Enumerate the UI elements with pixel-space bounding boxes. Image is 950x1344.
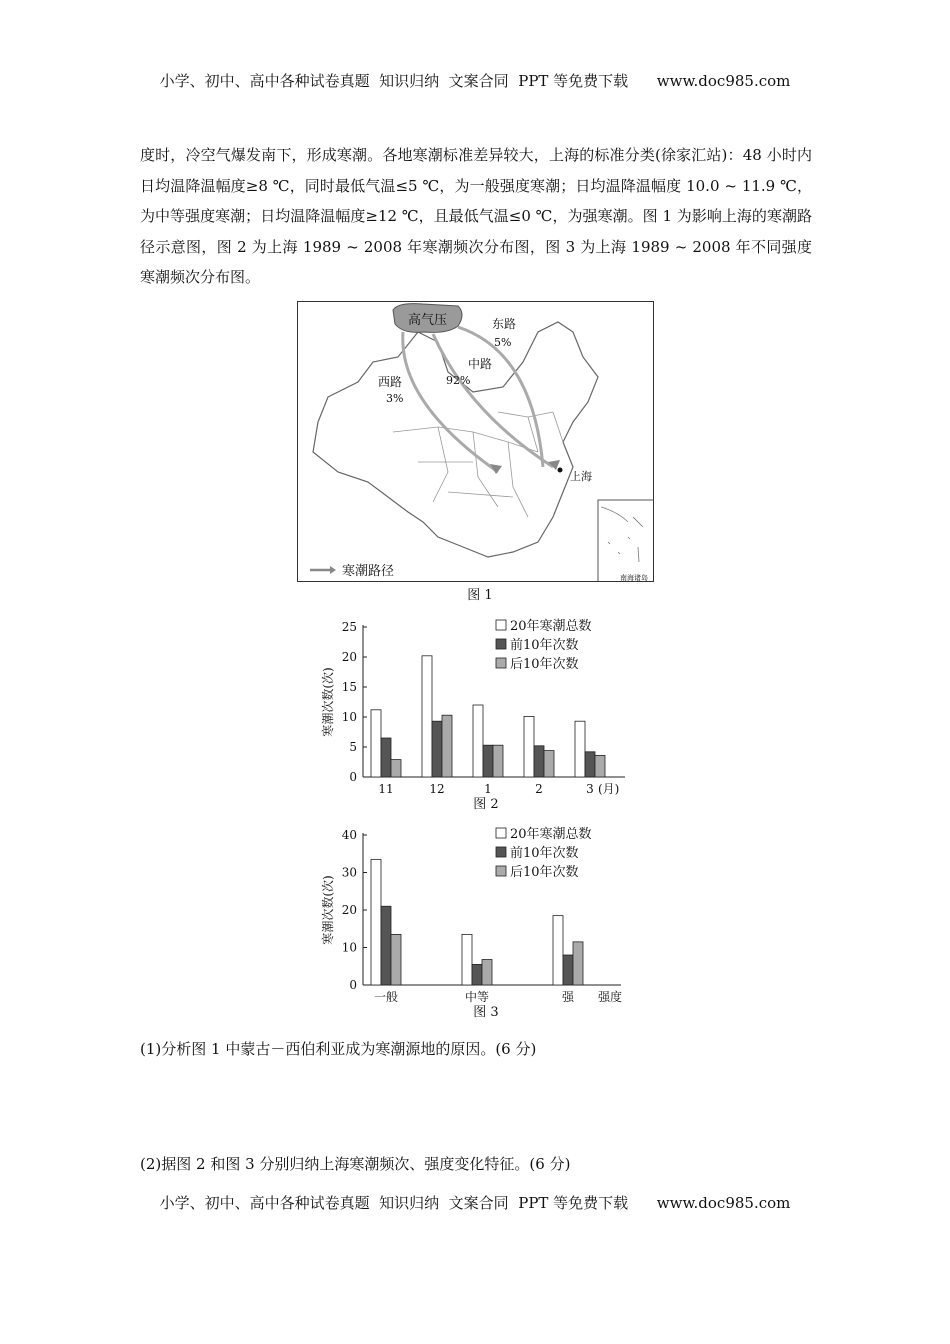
- paragraph-text: 度时，冷空气爆发南下，形成寒潮。各地寒潮标准差异较大，上海的标准分类(徐家汇站)：48 小时内日均温降温幅度≥8 ℃，同时最低气温≤5 ℃，为一般强度寒潮；日均温降温幅度 10.0 ~ 11.9 ℃，为中等强度寒潮；日均温降温幅度≥12 ℃，且最低气温≤0 ℃，为强寒潮。图 1 为影响上海的寒潮路径示意图，图 2 为上海 1989 ~ 2008 年寒潮频次分布图，图 3 为上海 1989 ~ 2008 年不同强度寒潮频次分布图。: [140, 146, 812, 286]
- x-tick-label: 3: [586, 782, 594, 796]
- middle-route-pct: 92%: [446, 374, 471, 387]
- x-tick-label: 12: [429, 782, 445, 796]
- bar: [585, 752, 595, 777]
- chart-monthly-frequency: [318, 612, 638, 812]
- bar: [595, 755, 605, 777]
- bar: [563, 955, 573, 985]
- x-tick-label: 一般: [373, 990, 399, 1004]
- page-footer: 小学、初中、高中各种试卷真题 知识归纳 文案合同 PPT 等免费下载 www.doc985.com: [159, 1194, 791, 1212]
- bar: [573, 942, 583, 985]
- legend-swatch: [496, 639, 506, 649]
- west-route-pct: 3%: [386, 392, 404, 405]
- south-china-sea-inset: [598, 500, 654, 582]
- x-tick-label: 中等: [464, 990, 490, 1004]
- bar: [544, 751, 554, 777]
- legend-swatch: [496, 620, 506, 630]
- y-axis-label: 寒潮次数(次): [321, 875, 335, 945]
- y-axis-label: 寒潮次数(次): [321, 667, 335, 737]
- middle-route-arrow: [433, 334, 553, 467]
- legend-label: 后10年次数: [510, 865, 579, 880]
- bar: [534, 746, 544, 777]
- x-tick-label: 11: [378, 782, 394, 796]
- y-tick-label: 5: [349, 740, 357, 754]
- legend-arrow-icon: [330, 566, 336, 574]
- bar: [553, 916, 563, 985]
- y-tick-label: 0: [349, 978, 357, 992]
- high-pressure-label: 高气压: [408, 313, 448, 328]
- bar: [422, 656, 432, 777]
- bar: [371, 859, 381, 985]
- chart-caption: 图 2: [473, 797, 499, 812]
- west-route-label: 西路: [378, 375, 403, 389]
- legend-label: 20年寒潮总数: [510, 827, 592, 842]
- x-tick-label: 强: [561, 990, 575, 1004]
- bar: [473, 705, 483, 777]
- bar: [381, 906, 391, 985]
- legend-label: 前10年次数: [510, 846, 579, 861]
- question-1: (1)分析图 1 中蒙古－西伯利亚成为寒潮源地的原因。(6 分): [140, 1040, 537, 1058]
- question-paragraph: [140, 140, 812, 293]
- y-tick-label: 10: [341, 710, 357, 724]
- bar: [462, 934, 472, 985]
- x-unit-label: 强度: [598, 990, 623, 1004]
- figure1-caption: 图 1: [467, 588, 493, 603]
- bar: [482, 960, 492, 986]
- legend-swatch: [496, 866, 506, 876]
- bar: [483, 745, 493, 777]
- y-tick-label: 20: [341, 650, 357, 664]
- legend-label: 后10年次数: [510, 657, 579, 672]
- x-tick-label: 1: [484, 782, 492, 796]
- bar: [371, 710, 381, 777]
- legend-swatch: [496, 658, 506, 668]
- legend-label: 前10年次数: [510, 638, 579, 653]
- east-route-label: 东路: [492, 317, 517, 331]
- middle-route-label: 中路: [468, 357, 493, 371]
- page-header: 小学、初中、高中各种试卷真题 知识归纳 文案合同 PPT 等免费下载 www.doc985.com: [159, 72, 791, 90]
- x-unit-label: (月): [598, 782, 620, 796]
- shanghai-label: 上海: [570, 470, 592, 483]
- inset-label: 南海诸岛: [620, 574, 648, 582]
- bar: [442, 715, 452, 777]
- y-tick-label: 40: [341, 828, 357, 842]
- legend-swatch: [496, 828, 506, 838]
- bar: [575, 721, 585, 777]
- legend-label: 20年寒潮总数: [510, 619, 592, 634]
- y-tick-label: 25: [341, 620, 357, 634]
- y-tick-label: 10: [341, 940, 357, 955]
- bar: [391, 934, 401, 985]
- west-route-arrow: [403, 332, 498, 472]
- y-tick-label: 20: [341, 903, 357, 917]
- y-tick-label: 30: [341, 865, 357, 880]
- bar: [432, 721, 442, 777]
- cold-wave-route-map: [297, 301, 654, 582]
- map-svg: [298, 302, 654, 582]
- bar: [524, 716, 534, 777]
- legend-label: 寒潮路径: [342, 564, 395, 579]
- question-2: (2)据图 2 和图 3 分别归纳上海寒潮频次、强度变化特征。(6 分): [140, 1155, 571, 1173]
- east-route-pct: 5%: [494, 336, 512, 349]
- chart-intensity-frequency: [318, 820, 638, 1020]
- y-tick-label: 0: [349, 770, 357, 784]
- chart-caption: 图 3: [473, 1005, 499, 1020]
- bar: [381, 738, 391, 777]
- legend-swatch: [496, 847, 506, 857]
- bar: [493, 745, 503, 777]
- x-tick-label: 2: [535, 782, 543, 796]
- y-tick-label: 15: [341, 680, 357, 694]
- bar: [391, 760, 401, 777]
- bar: [472, 964, 482, 985]
- shanghai-marker: [558, 468, 563, 473]
